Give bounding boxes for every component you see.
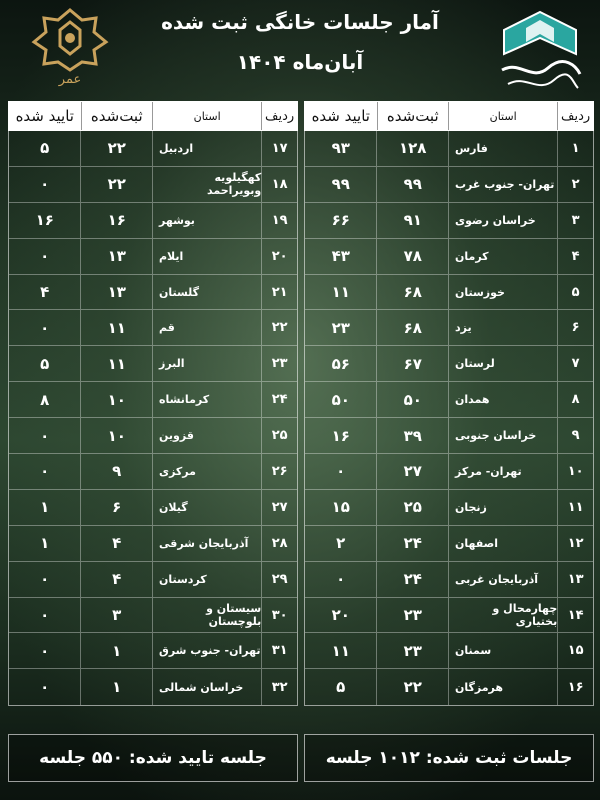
cell-idx: ۱۲: [557, 526, 593, 561]
cell-confirmed: ۲۳: [331, 318, 350, 337]
cell-idx: ۵: [557, 275, 593, 310]
cell-idx: ۶: [557, 310, 593, 345]
cell-idx: ۲۹: [261, 562, 297, 597]
table-row: [9, 562, 297, 598]
cell-registered: ۲۳: [376, 598, 448, 633]
cell-registered: ۲۴: [376, 526, 448, 561]
cell-idx: ۱۴: [557, 598, 593, 633]
header: [0, 0, 600, 100]
cell-registered: ۶۸: [376, 275, 448, 310]
cell-confirmed: ۲۰: [331, 606, 350, 625]
cell-province: آذربایجان شرقی: [152, 526, 261, 561]
table-row: [9, 669, 297, 705]
table-body: [304, 131, 594, 706]
cell-registered: ۲۴: [376, 562, 448, 597]
col-header-idx: ردیف: [557, 102, 593, 130]
cell-province: همدان: [448, 382, 557, 417]
cell-confirmed: ۰: [40, 606, 50, 625]
cell-idx: ۳۱: [261, 633, 297, 668]
cell-idx: ۲۶: [261, 454, 297, 489]
table-row: [9, 131, 297, 167]
cell-province: لرستان: [448, 346, 557, 381]
cell-province: خراسان شمالی: [152, 669, 261, 705]
table-row: [305, 562, 593, 598]
table-row: [305, 633, 593, 669]
table-row: [9, 275, 297, 311]
cell-confirmed: ۱۶: [331, 426, 350, 445]
cell-province: خراسان جنوبی: [448, 418, 557, 453]
table-row: [305, 418, 593, 454]
cell-registered: ۱۶: [80, 203, 152, 238]
cell-confirmed: ۱: [40, 498, 50, 517]
cell-idx: ۱۹: [261, 203, 297, 238]
page-title: آمار جلسات خانگی ثبت شده: [161, 10, 439, 34]
cell-confirmed: ۰: [40, 247, 50, 266]
cell-registered: ۴: [80, 562, 152, 597]
table-row: [9, 598, 297, 634]
cell-province: فارس: [448, 131, 557, 166]
cell-idx: ۲۷: [261, 490, 297, 525]
cell-registered: ۴: [80, 526, 152, 561]
cell-registered: ۱۰: [80, 418, 152, 453]
table-header: [8, 101, 298, 131]
cell-province: خراسان رضوی: [448, 203, 557, 238]
cell-confirmed: ۰: [40, 641, 50, 660]
cell-registered: ۱: [80, 669, 152, 705]
cell-registered: ۱: [80, 633, 152, 668]
col-header-idx: ردیف: [261, 102, 297, 130]
cell-registered: ۹۱: [376, 203, 448, 238]
table-row: [9, 382, 297, 418]
cell-confirmed: ۰: [40, 678, 50, 697]
cell-province: هرمزگان: [448, 669, 557, 705]
cell-confirmed: ۴۳: [331, 247, 350, 266]
cell-confirmed: ۱۱: [331, 641, 350, 660]
table-row: [9, 490, 297, 526]
table-row: [305, 490, 593, 526]
cell-registered: ۲۳: [376, 633, 448, 668]
logo-left-text: عمر: [58, 72, 82, 87]
table-row: [9, 633, 297, 669]
table-row: [9, 167, 297, 203]
table-left: [8, 101, 298, 706]
cell-idx: ۱۷: [261, 131, 297, 166]
logo-left: [30, 6, 110, 92]
cell-province: کهگیلویه وبویراحمد: [152, 167, 261, 202]
cell-province: گیلان: [152, 490, 261, 525]
table-row: [305, 131, 593, 167]
table-row: [9, 203, 297, 239]
cell-idx: ۹: [557, 418, 593, 453]
cell-province: کردستان: [152, 562, 261, 597]
cell-province: کرمان: [448, 239, 557, 274]
cell-confirmed: ۵۶: [331, 354, 350, 373]
cell-idx: ۲۱: [261, 275, 297, 310]
cell-idx: ۳۰: [261, 598, 297, 633]
cell-registered: ۲۵: [376, 490, 448, 525]
table-row: [9, 454, 297, 490]
table-row: [305, 239, 593, 275]
table-row: [9, 418, 297, 454]
cell-confirmed: ۰: [40, 318, 50, 337]
cell-province: ایلام: [152, 239, 261, 274]
logo-right-icon: [492, 8, 588, 98]
cell-registered: ۱۳: [80, 275, 152, 310]
cell-confirmed: ۵۰: [331, 390, 350, 409]
cell-confirmed: ۰: [40, 426, 50, 445]
col-header-registered: ثبت‌شده: [81, 102, 153, 130]
footer-registered-total: جلسات ثبت شده: ۱۰۱۲ جلسه: [304, 734, 594, 782]
table-row: [305, 275, 593, 311]
col-header-province: استان: [152, 102, 261, 130]
table-row: [305, 669, 593, 705]
cell-confirmed: ۹۳: [331, 139, 350, 158]
cell-idx: ۲۸: [261, 526, 297, 561]
table-row: [305, 167, 593, 203]
cell-registered: ۹: [80, 454, 152, 489]
cell-registered: ۱۰: [80, 382, 152, 417]
cell-province: سیستان و بلوچستان: [152, 598, 261, 633]
col-header-confirmed: تایید شده: [15, 107, 74, 125]
cell-idx: ۸: [557, 382, 593, 417]
table-right: [304, 101, 594, 706]
cell-province: بوشهر: [152, 203, 261, 238]
cell-province: گلستان: [152, 275, 261, 310]
cell-confirmed: ۰: [336, 570, 346, 589]
table-row: [9, 346, 297, 382]
cell-confirmed: ۸: [40, 390, 50, 409]
col-header-confirmed: تایید شده: [311, 107, 370, 125]
cell-registered: ۲۷: [376, 454, 448, 489]
footer-confirmed-total: جلسه تایید شده: ۵۵۰ جلسه: [8, 734, 298, 782]
cell-idx: ۱۸: [261, 167, 297, 202]
cell-province: زنجان: [448, 490, 557, 525]
cell-idx: ۲۴: [261, 382, 297, 417]
cell-confirmed: ۵: [40, 139, 50, 158]
table-header: [304, 101, 594, 131]
table-row: [305, 526, 593, 562]
cell-idx: ۳۲: [261, 669, 297, 705]
table-row: [305, 203, 593, 239]
cell-confirmed: ۱۱: [331, 283, 350, 301]
table-row: [305, 310, 593, 346]
ornament-logo-icon: [30, 6, 110, 72]
cell-province: تهران- جنوب شرق: [152, 633, 261, 668]
cell-province: قم: [152, 310, 261, 345]
cell-confirmed: ۰: [40, 570, 50, 589]
cell-idx: ۱۶: [557, 669, 593, 705]
table-row: [305, 382, 593, 418]
cell-province: خوزستان: [448, 275, 557, 310]
cell-province: سمنان: [448, 633, 557, 668]
table-row: [9, 239, 297, 275]
cell-idx: ۳: [557, 203, 593, 238]
page-subtitle: آبان‌ماه ۱۴۰۴: [236, 50, 364, 74]
cell-registered: ۹۹: [376, 167, 448, 202]
table-row: [305, 346, 593, 382]
table-row: [9, 526, 297, 562]
cell-province: البرز: [152, 346, 261, 381]
cell-province: تهران- مرکز: [448, 454, 557, 489]
cell-idx: ۲۰: [261, 239, 297, 274]
cell-registered: ۱۳: [80, 239, 152, 274]
cell-idx: ۱۱: [557, 490, 593, 525]
cell-idx: ۲۲: [261, 310, 297, 345]
cell-province: آذربایجان غربی: [448, 562, 557, 597]
cell-province: قزوین: [152, 418, 261, 453]
cell-confirmed: ۰: [40, 175, 50, 194]
cell-confirmed: ۰: [40, 462, 50, 481]
cell-registered: ۳۹: [376, 418, 448, 453]
cell-idx: ۲: [557, 167, 593, 202]
cell-idx: ۲۳: [261, 346, 297, 381]
table-body: [8, 131, 298, 706]
cell-province: یزد: [448, 310, 557, 345]
cell-province: کرمانشاه: [152, 382, 261, 417]
cell-idx: ۱۳: [557, 562, 593, 597]
cell-confirmed: ۹۹: [331, 175, 350, 194]
cell-confirmed: ۱۶: [35, 211, 54, 230]
cell-confirmed: ۵: [40, 354, 50, 373]
cell-province: اردبیل: [152, 131, 261, 166]
cell-confirmed: ۱: [40, 534, 50, 553]
cell-confirmed: ۶۶: [331, 211, 350, 230]
cell-province: مرکزی: [152, 454, 261, 489]
cell-registered: ۶: [80, 490, 152, 525]
cell-idx: ۷: [557, 346, 593, 381]
cell-idx: ۱۵: [557, 633, 593, 668]
cell-idx: ۱: [557, 131, 593, 166]
col-header-province: استان: [448, 102, 557, 130]
cell-registered: ۱۲۸: [376, 131, 448, 166]
cell-idx: ۱۰: [557, 454, 593, 489]
cell-confirmed: ۰: [336, 462, 346, 481]
cell-confirmed: ۱۵: [331, 498, 350, 517]
table-row: [305, 454, 593, 490]
cell-province: تهران- جنوب غرب: [448, 167, 557, 202]
cell-registered: ۲۲: [80, 167, 152, 202]
cell-registered: ۳: [80, 598, 152, 633]
cell-province: اصفهان: [448, 526, 557, 561]
cell-confirmed: ۵: [336, 678, 346, 697]
cell-idx: ۲۵: [261, 418, 297, 453]
cell-registered: ۵۰: [376, 382, 448, 417]
cell-confirmed: ۲: [336, 534, 346, 553]
col-header-registered: ثبت‌شده: [377, 102, 449, 130]
cell-registered: ۲۲: [376, 669, 448, 705]
cell-registered: ۷۸: [376, 239, 448, 274]
cell-registered: ۶۷: [376, 346, 448, 381]
cell-idx: ۴: [557, 239, 593, 274]
table-row: [9, 310, 297, 346]
cell-registered: ۱۱: [80, 310, 152, 345]
cell-registered: ۶۸: [376, 310, 448, 345]
cell-province: چهارمحال و بختیاری: [448, 598, 557, 633]
table-row: [305, 598, 593, 634]
cell-confirmed: ۴: [40, 283, 50, 301]
cell-registered: ۱۱: [80, 346, 152, 381]
cell-registered: ۲۲: [80, 131, 152, 166]
